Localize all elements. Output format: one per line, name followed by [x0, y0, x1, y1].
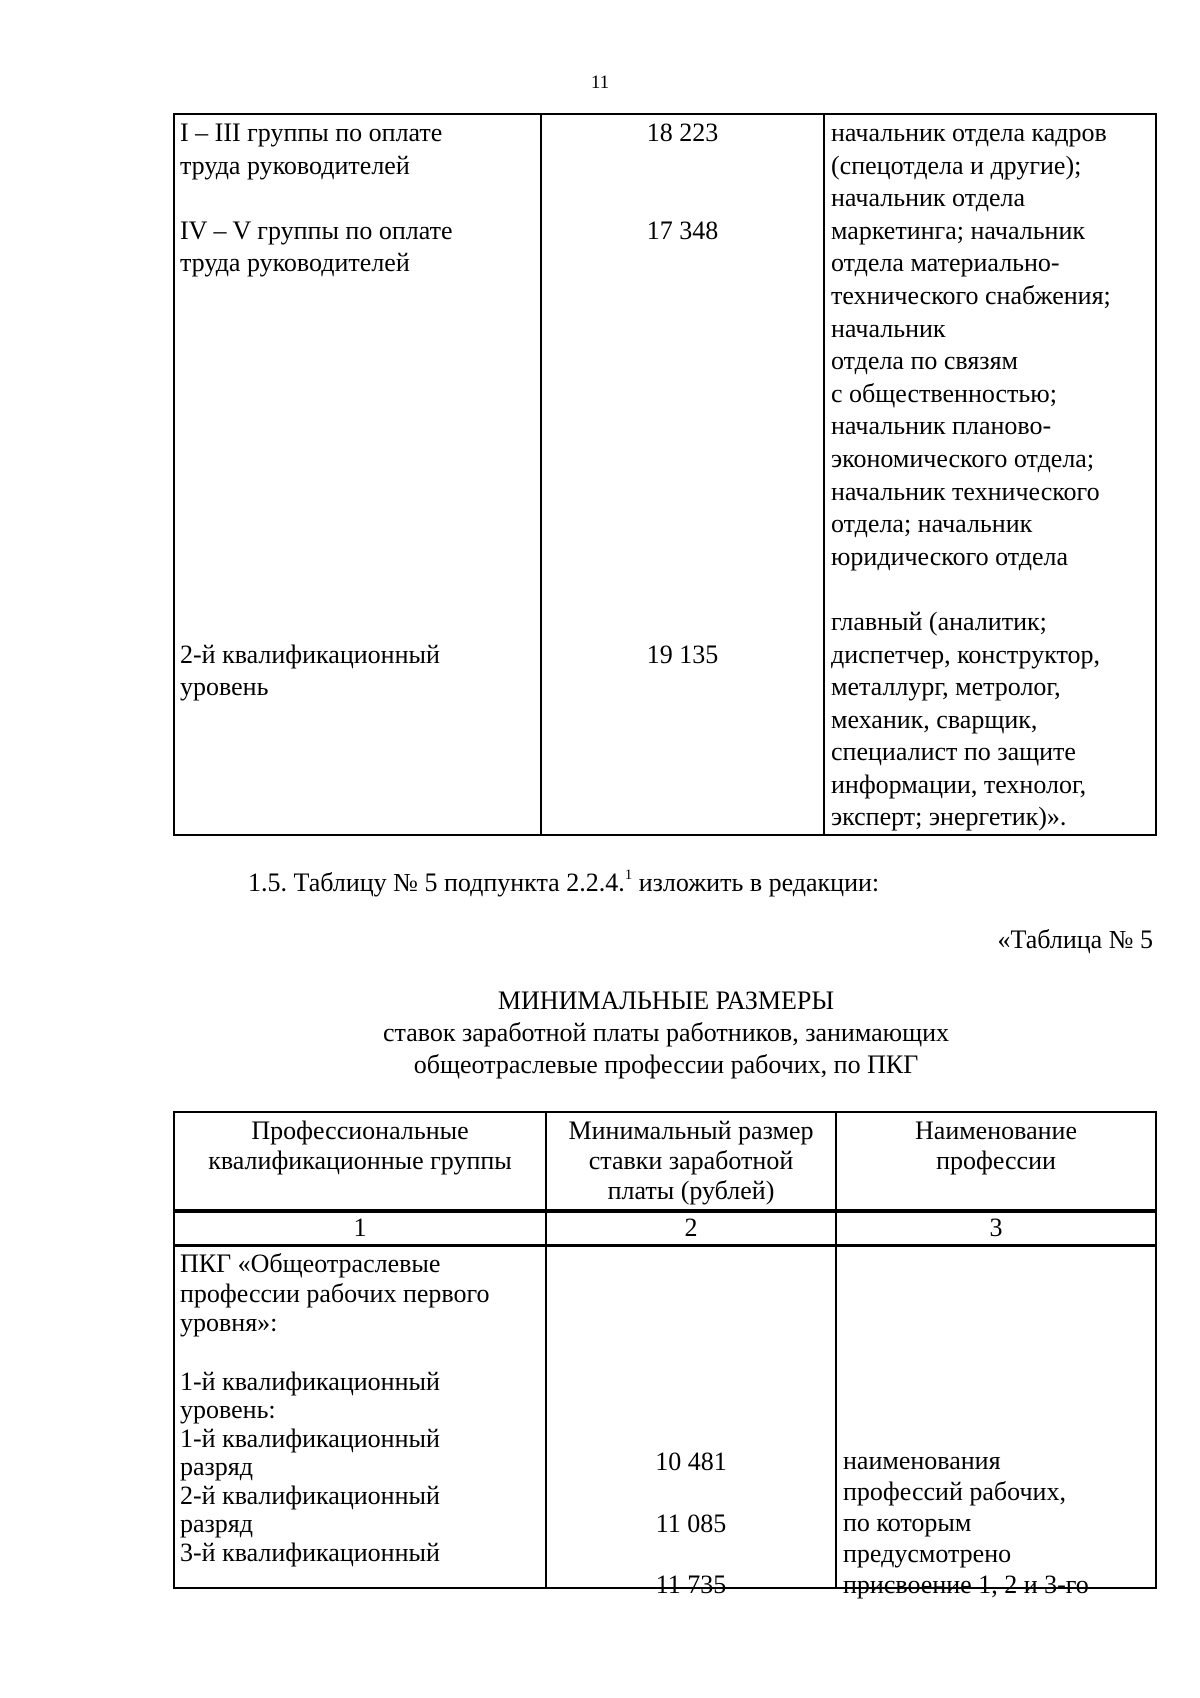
group-1-3-line: I – III группы по оплате: [180, 118, 443, 147]
position-line: отдела материально-: [831, 248, 1060, 278]
position-line: специалист по защите: [831, 737, 1076, 767]
qualification-groups-cell: [174, 114, 541, 835]
position-line: механик, сварщик,: [831, 704, 1038, 734]
position-line: юридического отдела: [831, 541, 1069, 571]
profession-line: профессий рабочих,: [843, 1477, 1066, 1506]
profession-description: [843, 1445, 1089, 1600]
paragraph-text: 1.5. Таблицу № 5 подпункта 2.2.4.: [248, 868, 625, 897]
wage-value: 11 735: [655, 1570, 727, 1599]
column-number: 3: [836, 1211, 1156, 1246]
positions-cell: [824, 114, 1156, 835]
position-line: начальник отдела кадров: [831, 118, 1107, 147]
group-1-3-line: труда руководителей: [180, 150, 410, 180]
header-line: ставки заработной: [588, 1146, 794, 1175]
position-line: начальник: [831, 313, 946, 343]
group-cell: [174, 1246, 546, 1589]
position-line: диспетчер, конструктор,: [831, 639, 1101, 669]
header-wage: [546, 1112, 836, 1211]
profession-line: наименования: [843, 1446, 1001, 1475]
profession-line: присвоение 1, 2 и 3-го: [843, 1570, 1089, 1599]
position-line: начальник технического: [831, 476, 1100, 506]
position-line: экономического отдела;: [831, 443, 1095, 473]
header-line: квалификационные группы: [208, 1146, 512, 1175]
profession-line: по которым: [843, 1508, 972, 1537]
level-2-line: уровень: [180, 672, 269, 702]
position-line: отдела; начальник: [831, 509, 1033, 539]
level-line: уровень:: [180, 1394, 276, 1424]
group-title-line: ПКГ «Общеотраслевые: [180, 1249, 441, 1278]
wage-value: 17 348: [646, 215, 719, 245]
column-number: 2: [546, 1211, 836, 1246]
table-row: [174, 1246, 1156, 1589]
level-line: 3-й квалификационный: [180, 1537, 440, 1567]
position-line: металлург, метролог,: [831, 672, 1061, 702]
position-line: начальник отдела: [831, 183, 1026, 213]
level-line: разряд: [180, 1451, 253, 1481]
column-number: 1: [174, 1211, 546, 1246]
heading-line: общеотраслевые профессии рабочих, по ПКГ: [413, 1050, 919, 1079]
level-line: 1-й квалификационный: [180, 1423, 440, 1453]
profession-cell: [836, 1246, 1156, 1599]
position-line: начальник планово-: [831, 411, 1052, 441]
header-line: профессии: [936, 1146, 1056, 1175]
table-5: [173, 1111, 1157, 1599]
header-line: Профессиональные: [251, 1116, 469, 1145]
position-line: с общественностью;: [831, 378, 1057, 408]
level-2-line: 2-й квалификационный: [180, 639, 440, 669]
previous-table-continuation: [173, 113, 1157, 836]
table-row: [174, 114, 1156, 835]
profession-line: предусмотрено: [843, 1539, 1012, 1568]
header-groups: [174, 1112, 546, 1211]
position-line: (спецотдела и другие);: [831, 150, 1082, 180]
header-line: Наименование: [915, 1116, 1077, 1145]
paragraph-tail: изложить в редакции:: [632, 868, 880, 897]
wage-value: 19 135: [646, 639, 719, 669]
amendment-paragraph: [248, 867, 879, 898]
wages-cell: [541, 114, 824, 835]
heading-line: ставок заработной платы работников, занимающих: [382, 1018, 950, 1047]
position-line: маркетинга; начальник: [831, 215, 1086, 245]
position-line: главный (аналитик;: [831, 606, 1047, 636]
header-row: [174, 1112, 1156, 1211]
paragraph-superscript: 1: [624, 867, 633, 883]
wage-cell: [546, 1246, 836, 1599]
level-line: 1-й квалификационный: [180, 1367, 440, 1396]
page-number: 11: [590, 72, 610, 93]
table-heading: [0, 985, 1200, 1081]
wage-value: 10 481: [655, 1447, 727, 1476]
level-line: 2-й квалификационный: [180, 1480, 440, 1510]
position-line: информации, технолог,: [831, 769, 1087, 799]
position-line: отдела по связям: [831, 346, 1018, 376]
wage-value: 18 223: [646, 118, 719, 147]
group-title-line: уровня»:: [180, 1308, 278, 1337]
header-profession: [836, 1112, 1156, 1211]
position-line: технического снабжения;: [831, 280, 1111, 310]
wage-value: 11 085: [655, 1509, 727, 1538]
position-line: эксперт; энергетик)».: [831, 802, 1067, 832]
level-line: разряд: [180, 1508, 253, 1538]
header-line: платы (рублей): [607, 1176, 775, 1205]
group-4-5-line: труда руководителей: [180, 248, 410, 278]
group-4-5-line: IV – V группы по оплате: [180, 215, 453, 245]
table-label: «Таблица № 5: [997, 925, 1153, 954]
header-line: Минимальный размер: [568, 1116, 814, 1145]
heading-title: МИНИМАЛЬНЫЕ РАЗМЕРЫ: [497, 986, 835, 1015]
group-title-line: профессии рабочих первого: [180, 1278, 490, 1308]
column-number-row: [174, 1211, 1156, 1246]
